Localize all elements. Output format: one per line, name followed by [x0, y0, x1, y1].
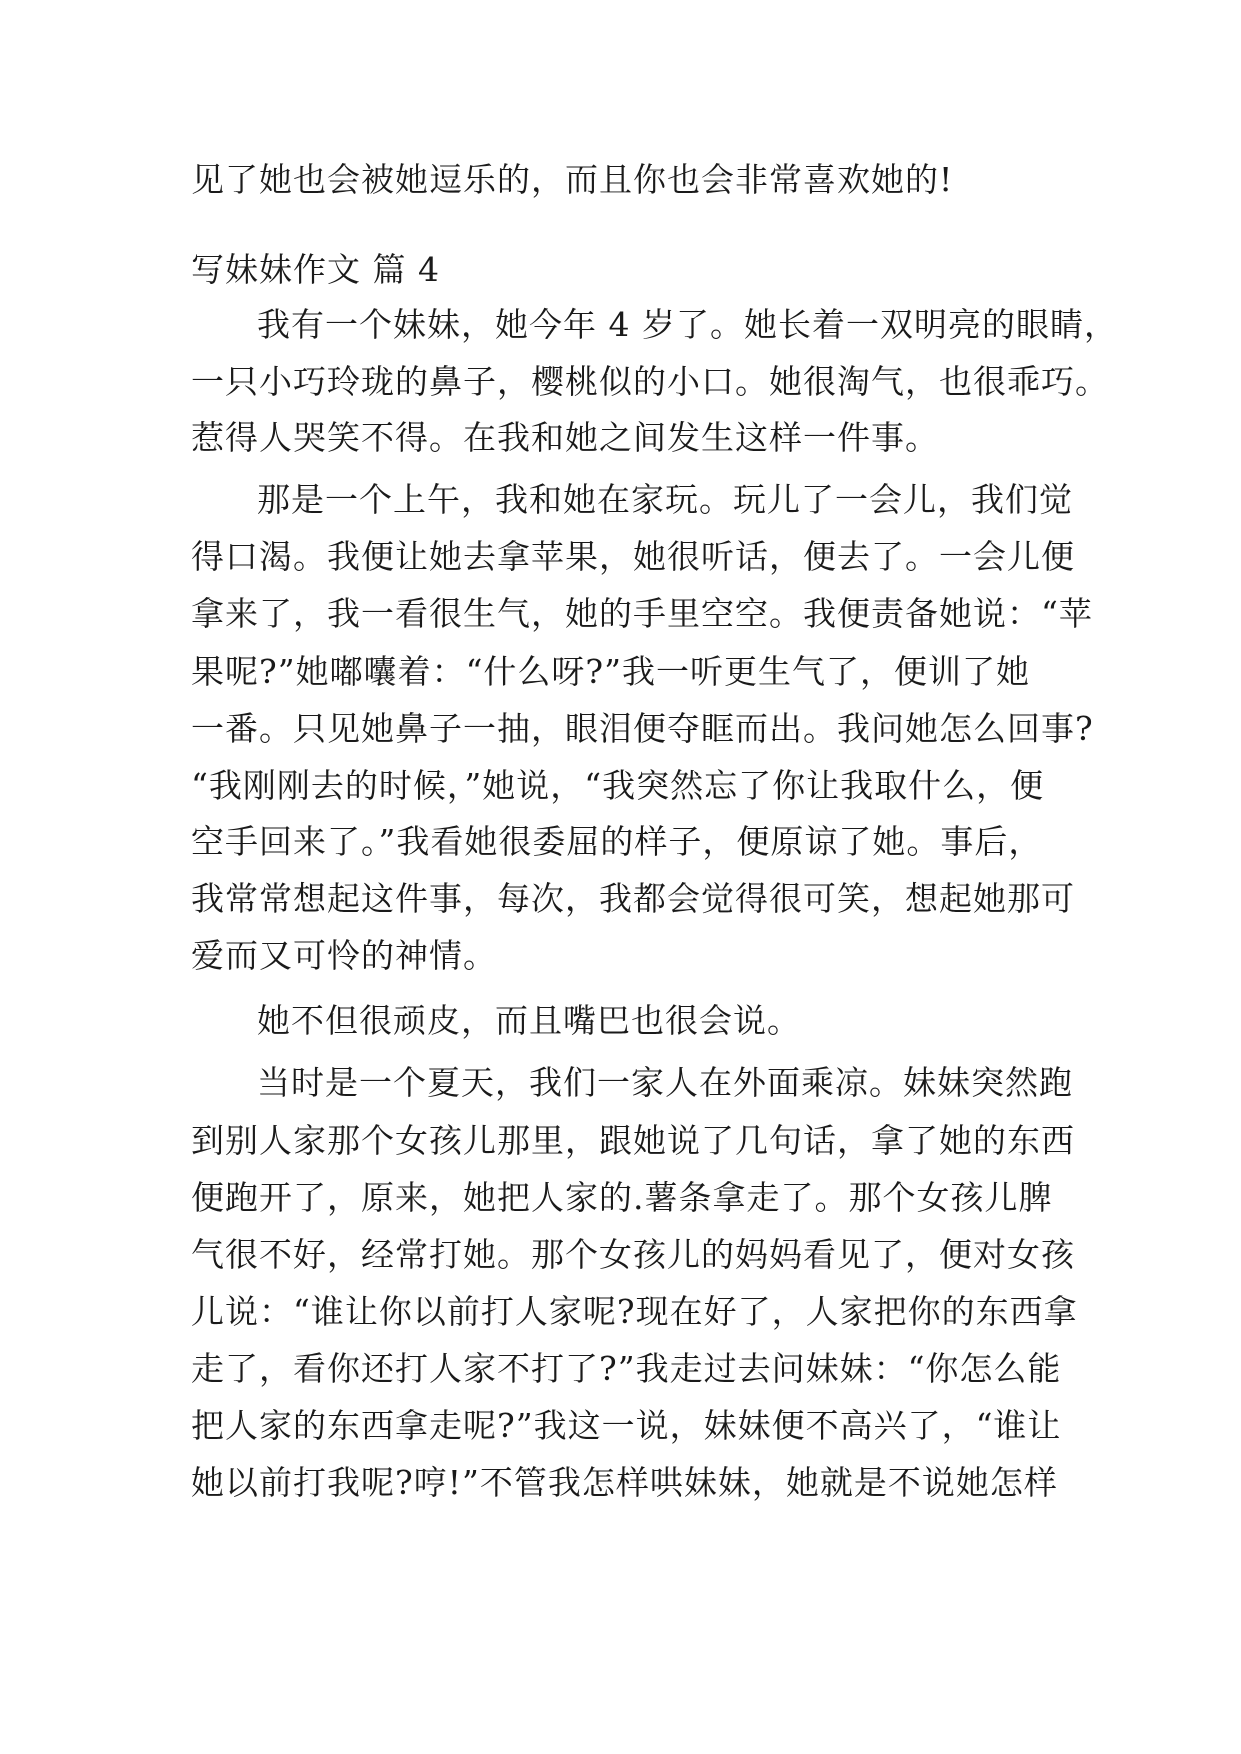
text-line: 气很不好，经常打她。那个女孩儿的妈妈看见了，便对女孩 — [191, 1235, 1075, 1274]
text-line: 得口渴。我便让她去拿苹果，她很听话，便去了。一会儿便 — [191, 537, 1075, 576]
text-line: 拿来了，我一看很生气，她的手里空空。我便责备她说：“苹 — [191, 594, 1093, 633]
text-line: 她以前打我呢?哼!”不管我怎样哄妹妹，她就是不说她怎样 — [191, 1463, 1058, 1502]
text-line: 儿说：“谁让你以前打人家呢?现在好了，人家把你的东西拿 — [191, 1292, 1078, 1331]
text-line: 便跑开了，原来，她把人家的.薯条拿走了。那个女孩儿脾 — [191, 1178, 1053, 1217]
text-line: 我常常想起这件事，每次，我都会觉得很可笑，想起她那可 — [191, 879, 1075, 918]
text-line: 一番。只见她鼻子一抽，眼泪便夺眶而出。我问她怎么回事? — [191, 709, 1094, 748]
text-line: 那是一个上午，我和她在家玩。玩儿了一会儿，我们觉 — [257, 480, 1073, 519]
text-line: 一只小巧玲珑的鼻子，樱桃似的小口。她很淘气，也很乖巧。 — [191, 362, 1109, 401]
section-heading: 写妹妹作文 篇 4 — [191, 250, 440, 289]
text-line: “我刚刚去的时候，”她说，“我突然忘了你让我取什么，便 — [191, 766, 1045, 805]
text-line: 当时是一个夏天，我们一家人在外面乘凉。妹妹突然跑 — [257, 1063, 1073, 1102]
text-line: 她不但很顽皮，而且嘴巴也很会说。 — [257, 1001, 801, 1040]
text-line: 惹得人哭笑不得。在我和她之间发生这样一件事。 — [191, 418, 939, 457]
text-line: 到别人家那个女孩儿那里，跟她说了几句话，拿了她的东西 — [191, 1121, 1075, 1160]
text-line: 走了，看你还打人家不打了?”我走过去问妹妹：“你怎么能 — [191, 1349, 1062, 1388]
text-line: 我有一个妹妹，她今年 4 岁了。她长着一双明亮的眼睛， — [257, 305, 1118, 344]
continuation-line: 见了她也会被她逗乐的，而且你也会非常喜欢她的! — [191, 160, 954, 199]
text-line: 把人家的东西拿走呢?”我这一说，妹妹便不高兴了，“谁让 — [191, 1406, 1062, 1445]
text-line: 果呢?”她嘟囔着：“什么呀?”我一听更生气了，便训了她 — [191, 652, 1030, 691]
text-line: 爱而又可怜的神情。 — [191, 936, 497, 975]
text-line: 空手回来了。”我看她很委屈的样子，便原谅了她。事后， — [191, 822, 1043, 861]
